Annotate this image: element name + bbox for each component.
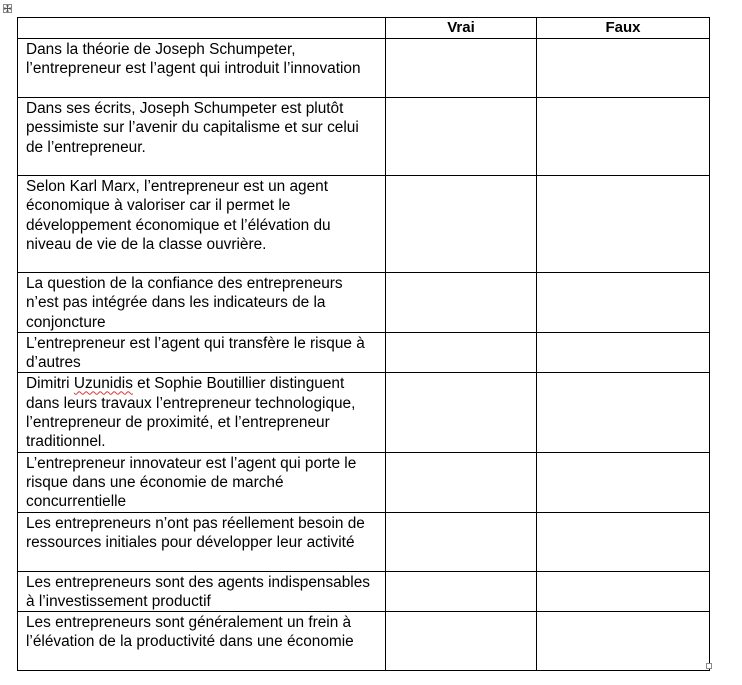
- header-row: [18, 18, 710, 39]
- faux-cell[interactable]: [537, 273, 710, 333]
- vrai-cell[interactable]: [386, 612, 537, 671]
- faux-cell[interactable]: [537, 176, 710, 273]
- faux-cell[interactable]: [537, 571, 710, 612]
- statement-cell[interactable]: Selon Karl Marx, l’entrepreneur est un agent économique à valoriser car il permet le développement économique et l’élévation du niveau de vie de la classe ouvrière.: [18, 176, 386, 273]
- vrai-cell[interactable]: [386, 571, 537, 612]
- vrai-cell[interactable]: [386, 273, 537, 333]
- table-move-handle[interactable]: [3, 4, 12, 13]
- faux-cell[interactable]: [537, 39, 710, 98]
- table-row: [18, 571, 710, 612]
- vrai-cell[interactable]: [386, 512, 537, 571]
- statement-cell[interactable]: Les entrepreneurs sont des agents indispensables à l’investissement productif: [18, 571, 386, 612]
- vrai-cell[interactable]: [386, 176, 537, 273]
- vrai-cell[interactable]: [386, 373, 537, 452]
- table-resize-handle[interactable]: [706, 663, 712, 669]
- vrai-cell[interactable]: [386, 98, 537, 176]
- statement-cell[interactable]: L’entrepreneur innovateur est l’agent qui porte le risque dans une économie de marché concurrentielle: [18, 452, 386, 512]
- table-row: [18, 176, 710, 273]
- vrai-cell[interactable]: [386, 332, 537, 373]
- faux-cell[interactable]: [537, 512, 710, 571]
- table-row: [18, 332, 710, 373]
- statement-text-post: et Sophie Boutillier distinguent dans leurs travaux l’entrepreneur technologique, l’entrepreneur de proximité, et l’entrepreneur traditionnel.: [26, 375, 356, 451]
- statement-cell[interactable]: La question de la confiance des entrepreneurs n’est pas intégrée dans les indicateurs de la conjoncture: [18, 273, 386, 333]
- move-arrows-icon: [4, 5, 11, 12]
- true-false-table: [17, 17, 710, 671]
- table-row: [18, 273, 710, 333]
- statement-cell[interactable]: Dans ses écrits, Joseph Schumpeter est plutôt pessimiste sur l’avenir du capitalisme et sur celui de l’entrepreneur.: [18, 98, 386, 176]
- statement-cell[interactable]: L’entrepreneur est l’agent qui transfère le risque à d’autres: [18, 332, 386, 373]
- table-row: [18, 98, 710, 176]
- header-vrai: Vrai: [386, 18, 537, 39]
- spellcheck-flagged-word: Uzunidis: [73, 375, 133, 393]
- table-row: [18, 512, 710, 571]
- table-row: [18, 452, 710, 512]
- statement-cell[interactable]: Dans la théorie de Joseph Schumpeter, l’entrepreneur est l’agent qui introduit l’innovation: [18, 39, 386, 98]
- header-faux: Faux: [537, 18, 710, 39]
- statement-text-pre: Dimitri: [26, 375, 74, 393]
- statement-cell[interactable]: [18, 373, 386, 452]
- faux-cell[interactable]: [537, 373, 710, 452]
- vrai-cell[interactable]: [386, 39, 537, 98]
- faux-cell[interactable]: [537, 332, 710, 373]
- statement-cell[interactable]: Les entrepreneurs n’ont pas réellement besoin de ressources initiales pour développer leur activité: [18, 512, 386, 571]
- faux-cell[interactable]: [537, 612, 710, 671]
- table-row: [18, 39, 710, 98]
- table-row: [18, 612, 710, 671]
- table-row: [18, 373, 710, 452]
- header-statement: [18, 18, 386, 39]
- vrai-cell[interactable]: [386, 452, 537, 512]
- faux-cell[interactable]: [537, 452, 710, 512]
- faux-cell[interactable]: [537, 98, 710, 176]
- statement-cell[interactable]: Les entrepreneurs sont généralement un frein à l’élévation de la productivité dans une économie: [18, 612, 386, 671]
